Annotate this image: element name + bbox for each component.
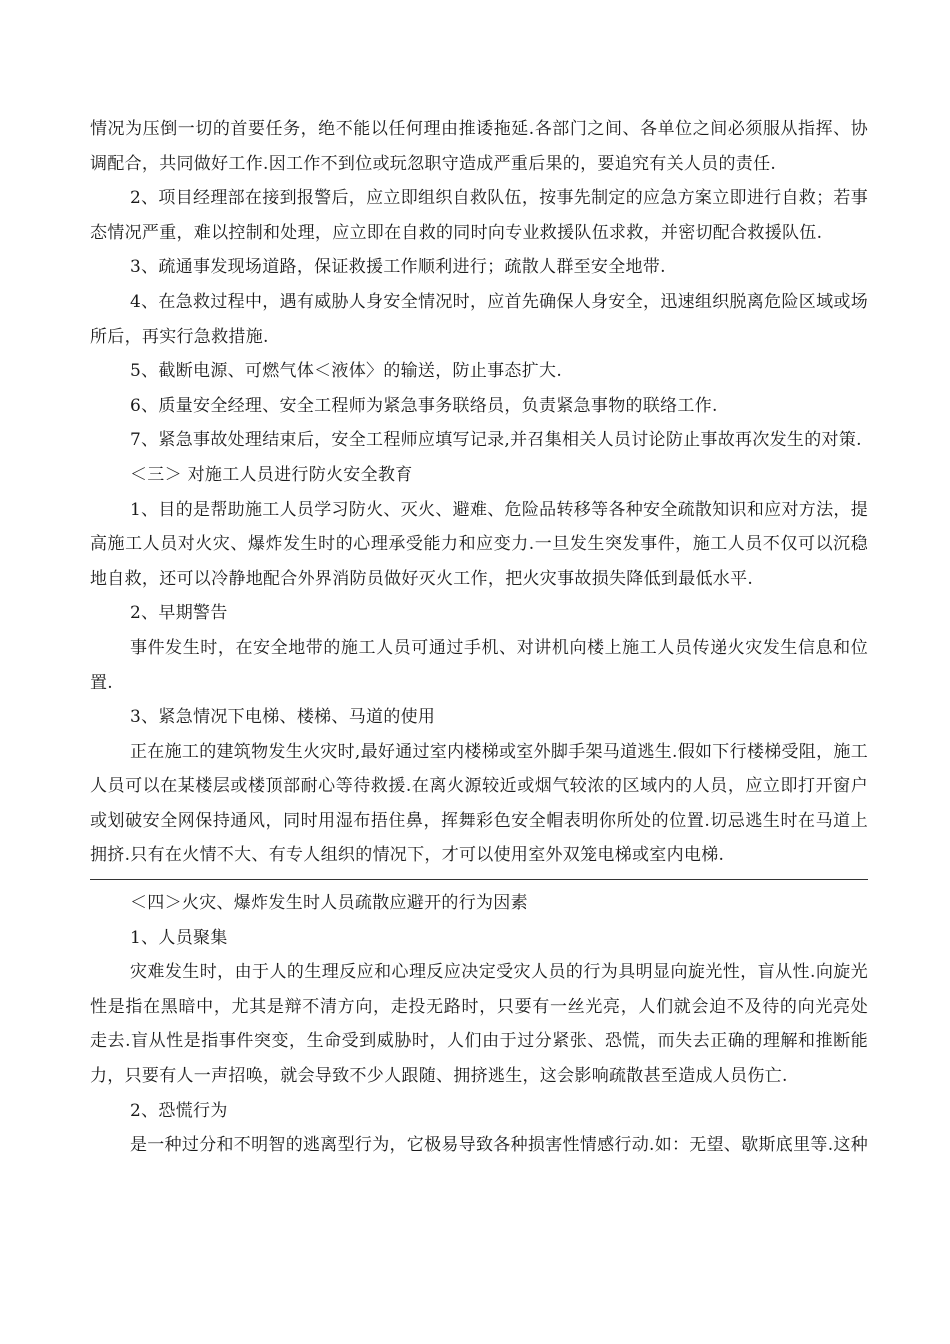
horizontal-divider — [90, 879, 868, 880]
document-page — [90, 112, 868, 1163]
paragraph: 事件发生时，在安全地带的施工人员可通过手机、对讲机向楼上施工人员传递火灾发生信息和位置. — [90, 637, 868, 693]
paragraph: 4、在急救过程中，遇有威胁人身安全情况时，应首先确保人身安全，迅速组织脱离危险区域或场所后，再实行急救措施. — [90, 291, 868, 347]
sub-heading: 2、恐慌行为 — [130, 1100, 228, 1121]
section-top — [90, 112, 868, 873]
sub-heading: 3、紧急情况下电梯、楼梯、马道的使用 — [130, 707, 436, 728]
paragraph: 是一种过分和不明智的逃离型行为，它极易导致各种损害性情感行动.如：无望、歇斯底里等.这种 — [130, 1135, 869, 1156]
paragraph: 灾难发生时，由于人的生理反应和心理反应决定受灾人员的行为具明显向旋光性，盲从性.向旋光性是指在黑暗中，尤其是辩不清方向，走投无路时，只要有一丝光亮，人们就会迫不及待的向光亮处走去.盲从性是指事件突变，生命受到威胁时，人们由于过分紧张、恐慌，而失去正确的理解和推断能力，只要有人一声招唤，就会导致不少人跟随、拥挤逃生，这会影响疏散甚至造成人员伤亡. — [90, 962, 868, 1087]
paragraph: 6、质量安全经理、安全工程师为紧急事务联络员，负责紧急事物的联络工作. — [130, 395, 718, 416]
paragraph: 3、疏通事发现场道路，保证救援工作顺利进行；疏散人群至安全地带. — [130, 257, 666, 278]
paragraph: 正在施工的建筑物发生火灾时,最好通过室内楼梯或室外脚手架马道逃生.假如下行楼梯受阻，施工人员可以在某楼层或楼顶部耐心等待救援.在离火源较近或烟气较浓的区域内的人员，应立即打开窗户或划破安全网保持通风，同时用湿布捂住鼻，挥舞彩色安全帽表明你所处的位置.切忌逃生时在马道上拥挤.只有在火情不大、有专人组织的情况下，才可以使用室外双笼电梯或室内电梯. — [90, 741, 869, 866]
sub-heading: 1、人员聚集 — [130, 927, 228, 948]
section-bottom — [90, 886, 868, 1163]
sub-heading: 2、早期警告 — [130, 603, 228, 624]
section-heading: ＜四＞火灾、爆炸发生时人员疏散应避开的行为因素 — [130, 893, 528, 914]
section-heading: ＜三＞ 对施工人员进行防火安全教育 — [130, 464, 413, 485]
paragraph: 1、目的是帮助施工人员学习防火、灭火、避难、危险品转移等各种安全疏散知识和应对方法，提高施工人员对火灾、爆炸发生时的心理承受能力和应变力.一旦发生突发事件，施工人员不仅可以沉稳地自救，还可以冷静地配合外界消防员做好灭火工作，把火灾事故损失降低到最低水平. — [90, 499, 868, 589]
paragraph: 7、紧急事故处理结束后，安全工程师应填写记录,并召集相关人员讨论防止事故再次发生的对策. — [130, 430, 862, 451]
paragraph: 情况为压倒一切的首要任务，绝不能以任何理由推诿拖延.各部门之间、各单位之间必须服从指挥、协调配合，共同做好工作.因工作不到位或玩忽职守造成严重后果的，要追究有关人员的责任. — [90, 119, 868, 174]
paragraph: 5、截断电源、可燃气体＜液体〉的输送，防止事态扩大. — [130, 361, 563, 382]
paragraph: 2、项目经理部在接到报警后，应立即组织自救队伍，按事先制定的应急方案立即进行自救；若事态情况严重，难以控制和处理，应立即在自救的同时向专业救援队伍求救，并密切配合救援队伍. — [90, 188, 868, 243]
